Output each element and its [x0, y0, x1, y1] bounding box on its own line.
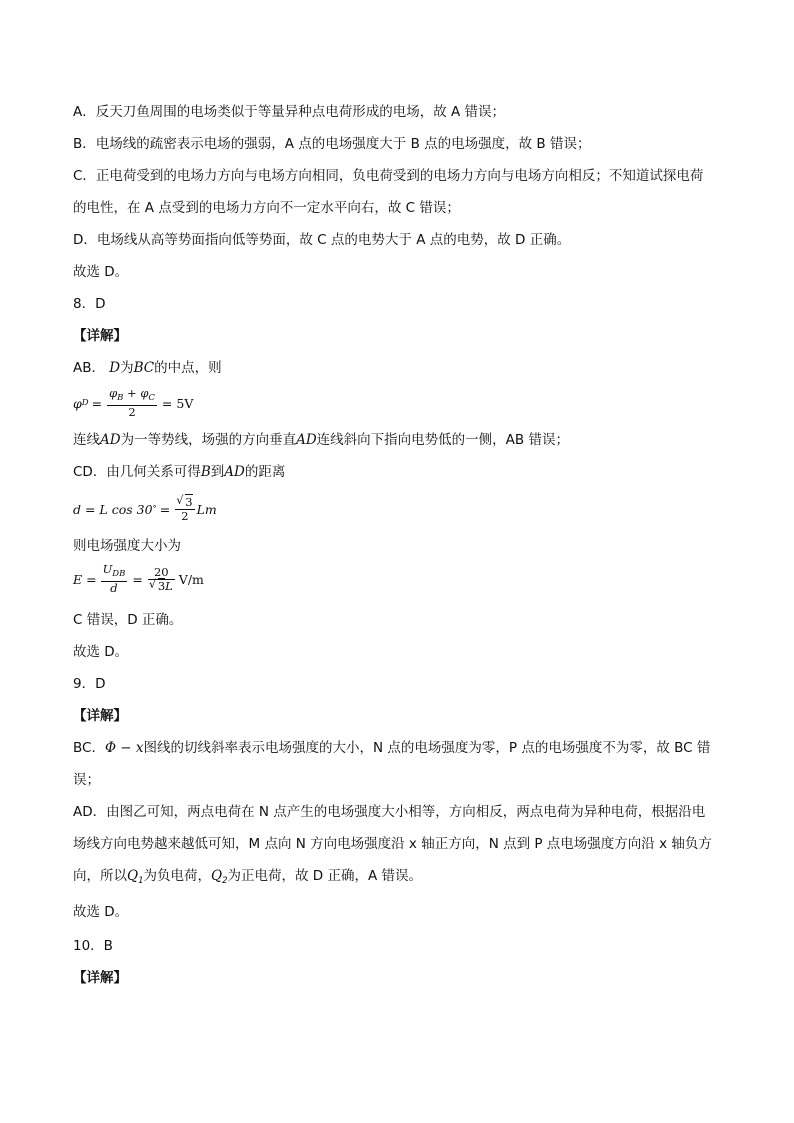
degree: °	[152, 504, 157, 514]
text: 为负电荷，	[143, 868, 211, 884]
math-ad: AD	[224, 464, 245, 480]
fraction	[175, 496, 194, 523]
q8-ab-d: D	[109, 360, 121, 376]
q8-ab-suffix: 的中点，则	[154, 360, 222, 376]
phi-b: φ	[109, 386, 118, 400]
q9-choose: 故选 D。	[73, 904, 129, 920]
q10-detail-label: 【详解】	[73, 970, 127, 986]
numerator: 20	[148, 566, 175, 580]
q8-ab-prefix: AB．	[73, 360, 105, 376]
fraction	[148, 566, 175, 593]
phi-sub-d: D	[81, 398, 89, 408]
u-symbol: U	[102, 562, 113, 576]
q7-option-a: A．反天刀鱼周围的电场类似于等量异种点电荷形成的电场，故 A 错误；	[73, 104, 506, 120]
result: = 5V	[161, 395, 194, 411]
text: 连线斜向下指向电势低的一侧，AB 错误；	[316, 432, 569, 448]
plus-sign: +	[127, 386, 137, 400]
q8-ab-bc: BC	[133, 360, 155, 376]
q8-equation-potential	[73, 386, 193, 420]
math-ad: AD	[100, 432, 121, 448]
denominator: 2	[128, 405, 136, 419]
q9-title: 9．D	[73, 676, 106, 692]
u-sub: DB	[112, 569, 126, 579]
q8-choose: 故选 D。	[73, 644, 129, 660]
sqrt-value: 3	[185, 494, 193, 509]
unit: V/m	[178, 571, 204, 587]
q8-conclude: C 错误，D 正确。	[73, 612, 183, 628]
q8-ab-mid: 为	[120, 360, 134, 376]
q9-ad-line2: 场线方向电势越来越低可知，M 点向 N 方向电场强度沿 x 轴正方向，N 点到 P 点电场强度方向沿 x 轴负方	[73, 836, 712, 852]
result: Lm	[196, 501, 217, 517]
field-lhs: E =	[73, 571, 97, 587]
text: 到	[210, 464, 225, 480]
q8-equation-field	[73, 562, 204, 596]
fraction	[101, 563, 128, 595]
q1-sub: 1	[138, 876, 144, 886]
sqrt-icon	[150, 579, 165, 593]
q7-option-c-line2: 的电性，在 A 点受到的电场力方向不一定水平向右，故 C 错误；	[73, 200, 460, 216]
q8-detail-label: 【详解】	[73, 328, 127, 344]
math-b: B	[200, 464, 211, 480]
phi-b-sub: B	[117, 393, 124, 403]
sqrt-value: 3	[157, 578, 166, 593]
sqrt-icon	[177, 495, 192, 509]
q8-cd-line	[73, 462, 723, 482]
d-symbol: d	[110, 581, 118, 595]
text: CD．由几何关系可得	[73, 464, 201, 480]
text: 连线	[73, 432, 100, 448]
q8-ad-line	[73, 430, 723, 450]
q9-ad-line3	[73, 866, 723, 891]
q7-option-b: B．电场线的疏密表示电场的强弱，A 点的电场强度大于 B 点的电场强度，故 B 错误；	[73, 136, 591, 152]
q2-sub: 2	[222, 876, 228, 886]
q1-symbol: Q	[127, 868, 139, 884]
q7-option-d: D．电场线从高等势面指向低等势面，故 C 点的电势大于 A 点的电势，故 D 正确。	[73, 232, 571, 248]
text: 为一等势线，场强的方向垂直	[120, 432, 297, 448]
q8-line3: 则电场强度大小为	[73, 538, 181, 554]
phi-c-sub: C	[148, 393, 155, 403]
math-ad: AD	[296, 432, 317, 448]
text: BC．	[73, 740, 105, 756]
q8-title: 8．D	[73, 296, 106, 312]
l-symbol: L	[165, 578, 173, 593]
phi-c: φ	[140, 386, 149, 400]
text: 为正电荷，故 D 正确，A 错误。	[227, 868, 423, 884]
q7-option-c-line1: C．正电荷受到的电场力方向与电场方向相同，负电荷受到的电场力方向与电场方向相反；不知道试探电荷	[73, 168, 704, 184]
q9-bc-line	[73, 738, 723, 758]
q8-ab-line	[73, 358, 723, 378]
fraction	[107, 387, 157, 419]
equals-sign: =	[91, 395, 103, 411]
q9-ad-line1: AD．由图乙可知，两点电荷在 N 点产生的电场强度大小相等，方向相反，两点电荷为异种电荷，根据沿电	[73, 804, 706, 820]
q9-detail-label: 【详解】	[73, 708, 127, 724]
q8-equation-distance	[73, 492, 217, 526]
equals-sign: =	[132, 571, 143, 587]
q2-symbol: Q	[211, 868, 223, 884]
phi-symbol: φ	[73, 395, 82, 411]
q7-choose: 故选 D。	[73, 264, 129, 280]
denominator: 2	[181, 508, 189, 523]
text: 图线的切线斜率表示电场强度的大小，N 点的电场强度为零，P 点的电场强度不为零，故 BC 错	[143, 740, 711, 756]
distance-lhs: d = L cos 30	[73, 501, 153, 517]
q10-title: 10．B	[73, 938, 113, 954]
phi-x-symbol: Φ − x	[104, 740, 144, 756]
equals-sign: =	[159, 501, 171, 517]
text: 向，所以	[73, 868, 127, 884]
text: 的距离	[244, 464, 286, 480]
q9-bc-line2: 误；	[73, 772, 100, 788]
